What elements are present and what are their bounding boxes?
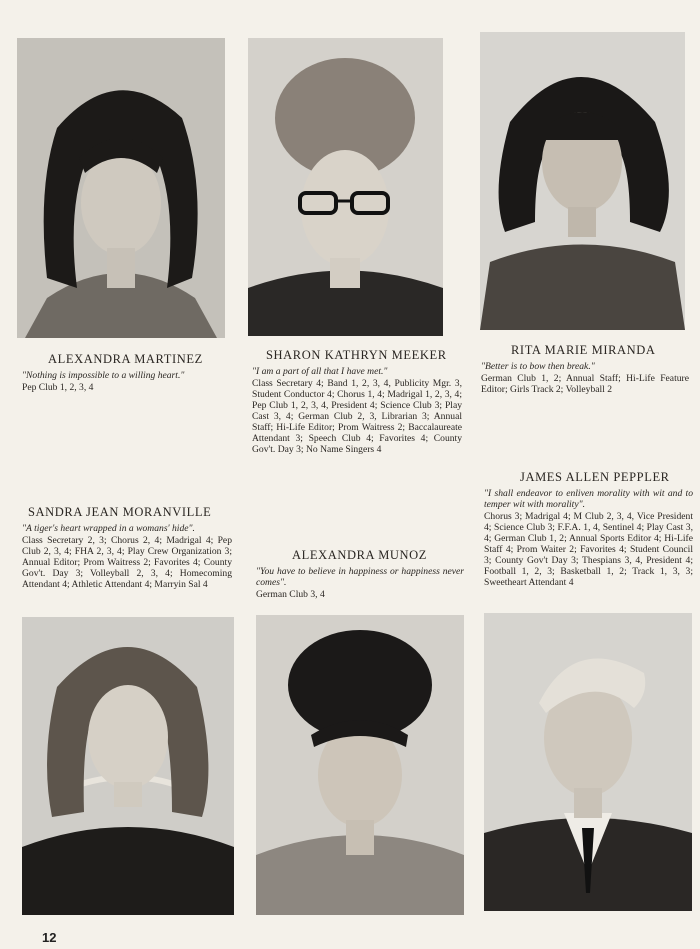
page-number: 12 [42, 930, 57, 945]
portrait-photo-munoz [256, 615, 464, 915]
student-entry-peppler [484, 470, 693, 588]
student-name: SANDRA JEAN MORANVILLE [28, 505, 212, 519]
student-activities: German Club 3, 4 [256, 589, 325, 600]
student-name: JAMES ALLEN PEPPLER [520, 470, 670, 484]
student-name: SHARON KATHRYN MEEKER [266, 348, 447, 362]
student-name: ALEXANDRA MARTINEZ [48, 352, 203, 366]
student-entry-munoz [256, 548, 464, 600]
student-activities: Class Secretary 2, 3; Chorus 2, 4; Madrigal 4; Pep Club 2, 3, 4; FHA 2, 3, 4; Play Crew Organization 3; Annual Editor; Prom Waitress 2; Favorites 4; County Gov't. Day 3; Volleyball 2, 3, 4; Homecoming Attendant 4; Athletic Attendant 4; Marryin Sal 4 [22, 535, 232, 590]
portrait-photo-meeker [248, 38, 443, 336]
student-entry-martinez [22, 352, 230, 393]
student-activities: Class Secretary 4; Band 1, 2, 3, 4, Publicity Mgr. 3, Student Conductor 4; Chorus 1, 4; Madrigal 1, 2, 3, 4; Pep Club 1, 2, 3, 4, President 4; Science Club 3; Play Cast 3, 4; German Club 2, 3, Librarian 3; Annual Staff; Hi-Life Editor; Prom Waitress 2; Baccalaureate Attendant 3; Speech Club 4; Favorites 4; County Gov't. Day 3; No Name Singers 4 [252, 378, 462, 455]
student-quote: "I am a part of all that I have met." [252, 366, 388, 377]
student-entry-moranville [22, 505, 232, 590]
student-name: ALEXANDRA MUNOZ [292, 548, 428, 562]
student-name: RITA MARIE MIRANDA [511, 343, 656, 357]
student-quote: "Better is to bow then break." [481, 361, 595, 372]
portrait-photo-moranville [22, 617, 234, 915]
portrait-photo-miranda [480, 32, 685, 330]
student-activities: Chorus 3; Madrigal 4; M Club 2, 3, 4, Vice President 4; Science Club 3; F.F.A. 1, 4, Sentinel 4; Play Cast 3, 4; German Club 1, 2; Annual Sports Editor 4; Hi-Life Staff 4; Prom Waiter 2; Favorites 4; Student Council 3; County Gov't Day 3; Thespians 3, 4, President 4; Football 1, 2, 3; Basketball 1, 2; Track 1, 3, 3; Sweetheart Attendant 4 [484, 511, 693, 588]
portrait-photo-peppler [484, 613, 692, 911]
student-quote: "I shall endeavor to enliven morality with wit and to temper wit with morality". [484, 488, 693, 510]
student-quote: "A tiger's heart wrapped in a womans' hide". [22, 523, 195, 534]
student-activities: German Club 1, 2; Annual Staff; Hi-Life Feature Editor; Girls Track 2; Volleyball 2 [481, 373, 689, 395]
student-quote: "You have to believe in happiness or happiness never comes". [256, 566, 464, 588]
student-quote: "Nothing is impossible to a willing heart." [22, 370, 185, 381]
portrait-photo-martinez [17, 38, 225, 338]
student-entry-meeker [252, 348, 462, 455]
student-entry-miranda [481, 343, 689, 395]
student-activities: Pep Club 1, 2, 3, 4 [22, 382, 94, 393]
